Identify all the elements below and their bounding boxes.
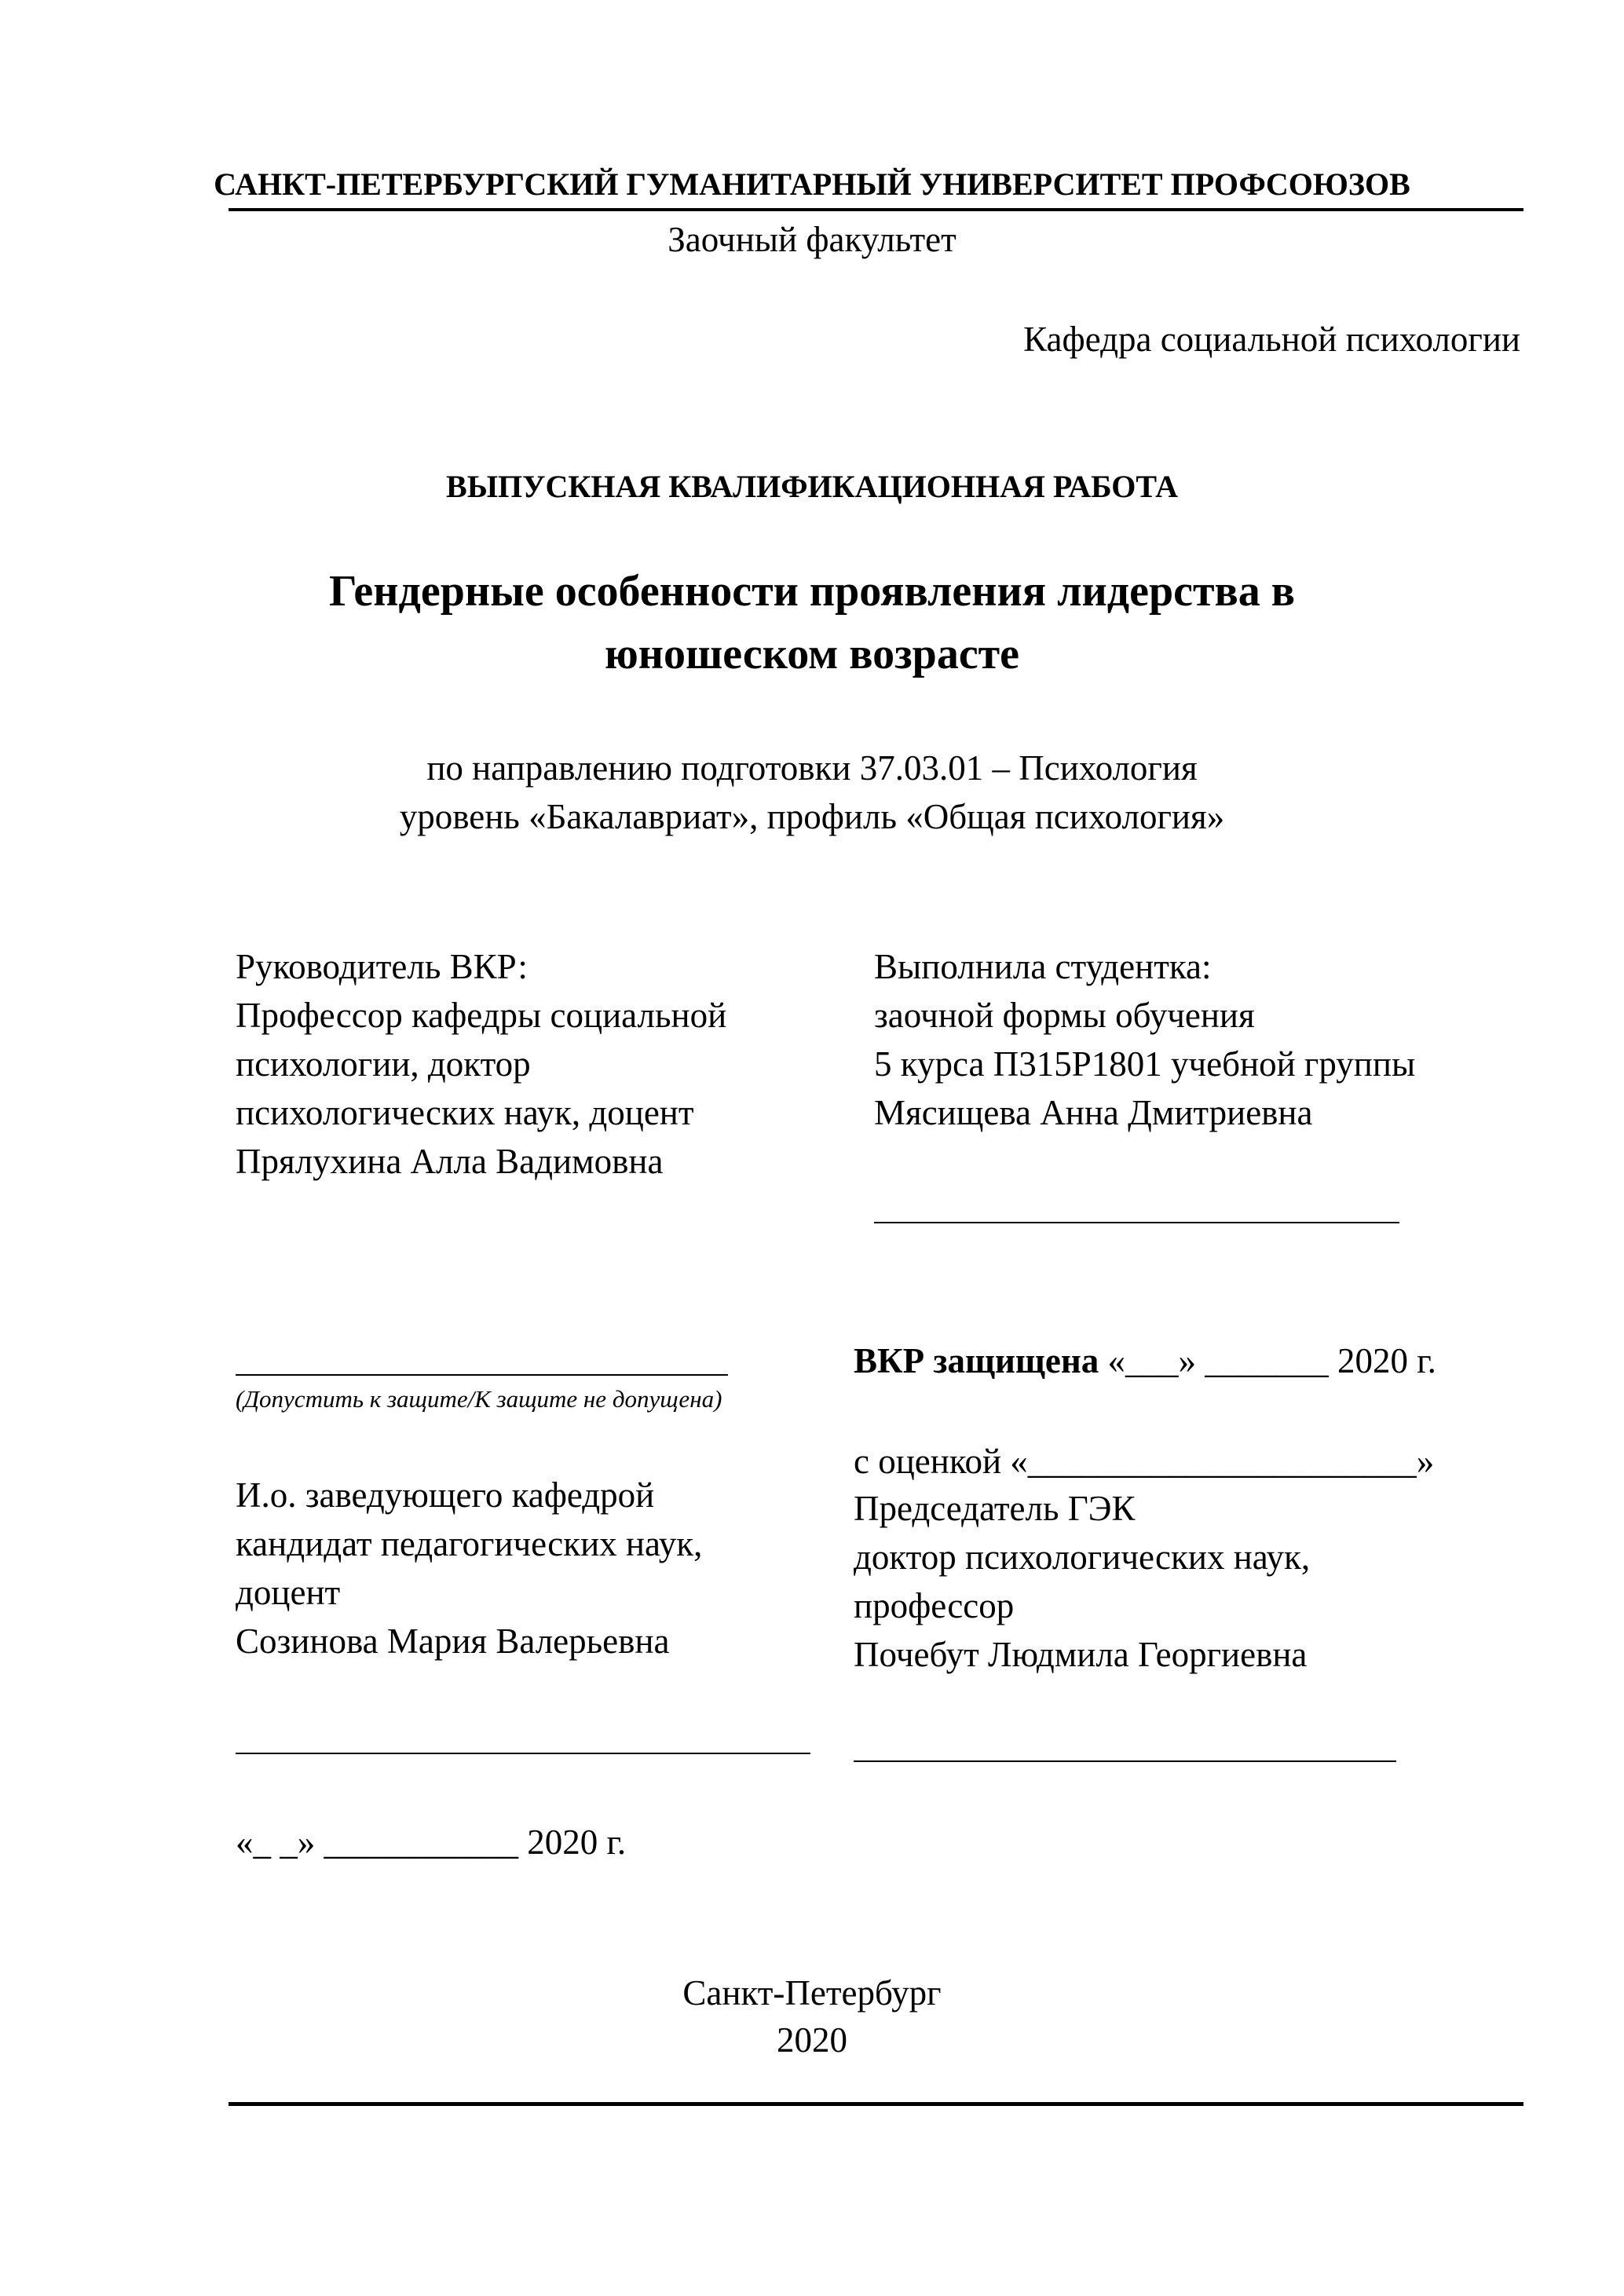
- direction-line-2: уровень «Бакалавриат», профиль «Общая психология»: [399, 797, 1225, 836]
- head-line: И.о. заведующего кафедрой: [236, 1475, 655, 1515]
- head-line: доцент: [236, 1573, 341, 1612]
- university-name: САНКТ-ПЕТЕРБУРГСКИЙ ГУМАНИТАРНЫЙ УНИВЕРСИТЕТ ПРОФСОЮЗОВ: [214, 166, 1410, 202]
- footer-rule: [229, 2102, 1523, 2106]
- title-line-2: юношеском возрасте: [604, 630, 1020, 678]
- defense-label: ВКР защищена: [854, 1341, 1099, 1380]
- student-name: Мясищева Анна Дмитриевна: [874, 1093, 1313, 1132]
- supervisor-line: психологических наук, доцент: [236, 1093, 694, 1132]
- student-line: заочной формы обучения: [874, 996, 1255, 1035]
- supervisor-line: Профессор кафедры социальной: [236, 996, 727, 1035]
- chair-name: Почебут Людмила Георгиевна: [854, 1635, 1308, 1674]
- admission-signature-line: [236, 1374, 728, 1376]
- defense-date: «___» _______ 2020 г.: [1107, 1341, 1436, 1380]
- student-line: Выполнила студентка:: [874, 947, 1212, 986]
- direction-line-1: по направлению подготовки 37.03.01 – Психология: [426, 748, 1198, 788]
- header-rule: [229, 208, 1523, 211]
- supervisor-line: Руководитель ВКР:: [236, 947, 528, 986]
- defense-line: [854, 1336, 1436, 1385]
- admission-caption: (Допустить к защите/К защите не допущена): [236, 1385, 722, 1413]
- head-name: Созинова Мария Валерьевна: [236, 1621, 670, 1661]
- faculty: Заочный факультет: [668, 220, 956, 259]
- head-signature-line: [236, 1753, 810, 1754]
- city: Санкт-Петербург: [682, 1973, 942, 2013]
- work-type: ВЫПУСКНАЯ КВАЛИФИКАЦИОННАЯ РАБОТА: [446, 469, 1178, 504]
- approval-date: «_ _» ___________ 2020 г.: [236, 1823, 627, 1862]
- department: Кафедра социальной психологии: [1023, 320, 1520, 359]
- defense-grade: с оценкой «______________________»: [854, 1442, 1435, 1481]
- chair-line: профессор: [854, 1586, 1015, 1625]
- chair-signature-line: [854, 1760, 1396, 1762]
- supervisor-name: Прялухина Алла Вадимовна: [236, 1142, 664, 1181]
- student-signature-line: [874, 1222, 1399, 1223]
- chair-line: доктор психологических наук,: [854, 1537, 1311, 1577]
- year: 2020: [777, 2020, 847, 2060]
- head-line: кандидат педагогических наук,: [236, 1524, 703, 1563]
- chair-line: Председатель ГЭК: [854, 1489, 1136, 1528]
- title-line-1: Гендерные особенности проявления лидерства в: [329, 567, 1295, 616]
- supervisor-line: психологии, доктор: [236, 1044, 531, 1084]
- student-line: 5 курса П315Р1801 учебной группы: [874, 1044, 1416, 1084]
